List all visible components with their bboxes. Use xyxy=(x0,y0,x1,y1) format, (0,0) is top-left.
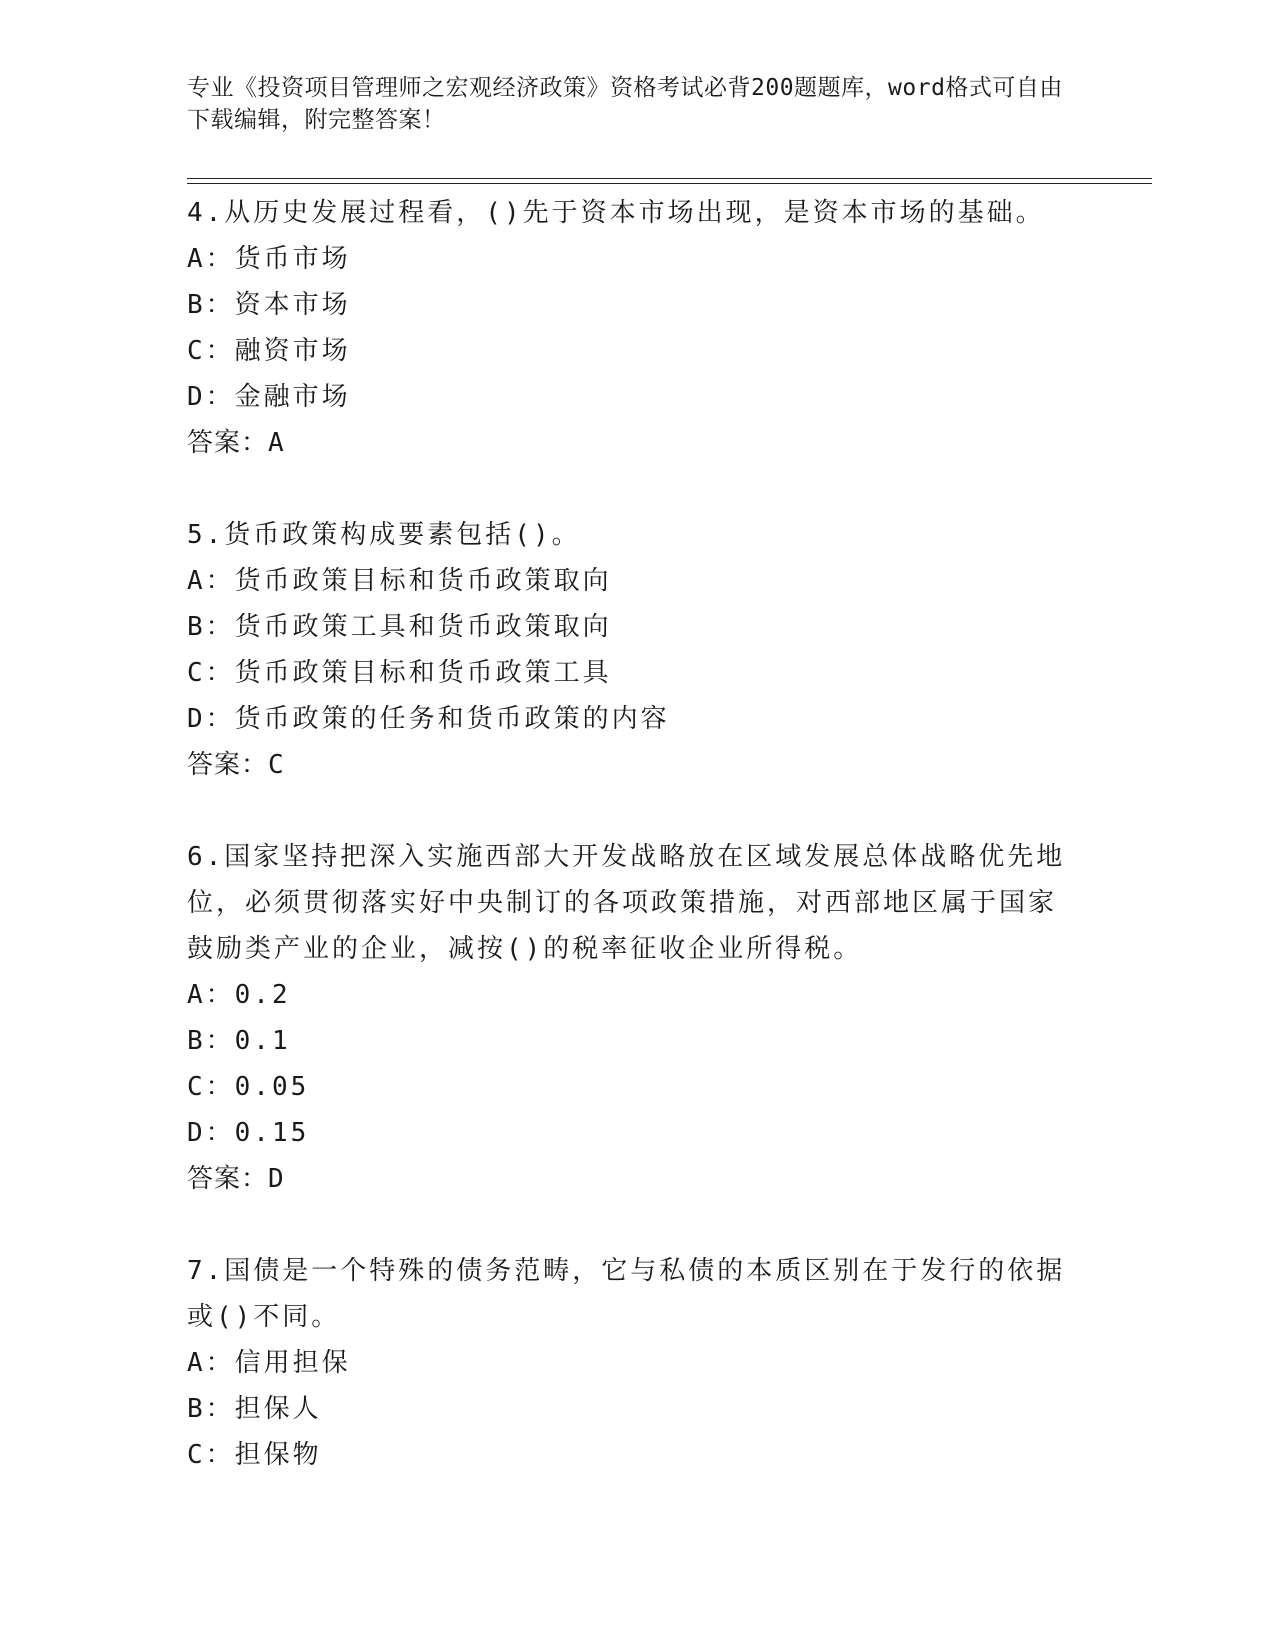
question-stem: 6.国家坚持把深入实施西部大开发战略放在区域发展总体战略优先地位，必须贯彻落实好中央制订的各项政策措施，对西部地区属于国家鼓励类产业的企业，减按()的税率征收企业所得税。 xyxy=(187,842,1066,964)
answer-label: 答案： xyxy=(187,428,269,458)
question-stem: 4.从历史发展过程看，()先于资本市场出现，是资本市场的基础。 xyxy=(187,198,1045,228)
question-stem: 7.国债是一个特殊的债务范畴，它与私债的本质区别在于发行的依据或()不同。 xyxy=(187,1256,1066,1332)
option-a: A：货币市场 xyxy=(187,244,351,274)
option-a: A：货币政策目标和货币政策取向 xyxy=(187,566,612,596)
option-c: C：融资市场 xyxy=(187,336,351,366)
answer-value: D xyxy=(268,1164,285,1194)
answer-label: 答案： xyxy=(187,1164,269,1194)
question-item xyxy=(187,834,1067,1202)
option-d: D：货币政策的任务和货币政策的内容 xyxy=(187,704,670,734)
option-b: B：资本市场 xyxy=(187,290,351,320)
answer-label: 答案： xyxy=(187,750,269,780)
answer-value: C xyxy=(268,750,285,780)
question-item xyxy=(187,512,1067,788)
option-c: C：货币政策目标和货币政策工具 xyxy=(187,658,612,688)
answer-value: A xyxy=(268,428,285,458)
option-a: A：0.2 xyxy=(187,980,291,1010)
option-a: A：信用担保 xyxy=(187,1348,351,1378)
header-divider-bottom xyxy=(187,183,1152,184)
option-c: C：担保物 xyxy=(187,1440,322,1470)
option-b: B：0.1 xyxy=(187,1026,291,1056)
question-list xyxy=(187,190,1067,1524)
question-item xyxy=(187,190,1067,466)
header-divider-top xyxy=(187,178,1152,179)
option-d: D：金融市场 xyxy=(187,382,351,412)
document-header: 专业《投资项目管理师之宏观经济政策》资格考试必背200题题库，word格式可自由下载编辑，附完整答案！ xyxy=(187,75,1063,133)
question-stem: 5.货币政策构成要素包括()。 xyxy=(187,520,581,550)
answer-line xyxy=(187,1156,1067,1202)
question-item xyxy=(187,1248,1067,1478)
answer-line xyxy=(187,420,1067,466)
answer-line xyxy=(187,742,1067,788)
option-c: C：0.05 xyxy=(187,1072,310,1102)
option-b: B：货币政策工具和货币政策取向 xyxy=(187,612,612,642)
option-b: B：担保人 xyxy=(187,1394,322,1424)
option-d: D：0.15 xyxy=(187,1118,310,1148)
